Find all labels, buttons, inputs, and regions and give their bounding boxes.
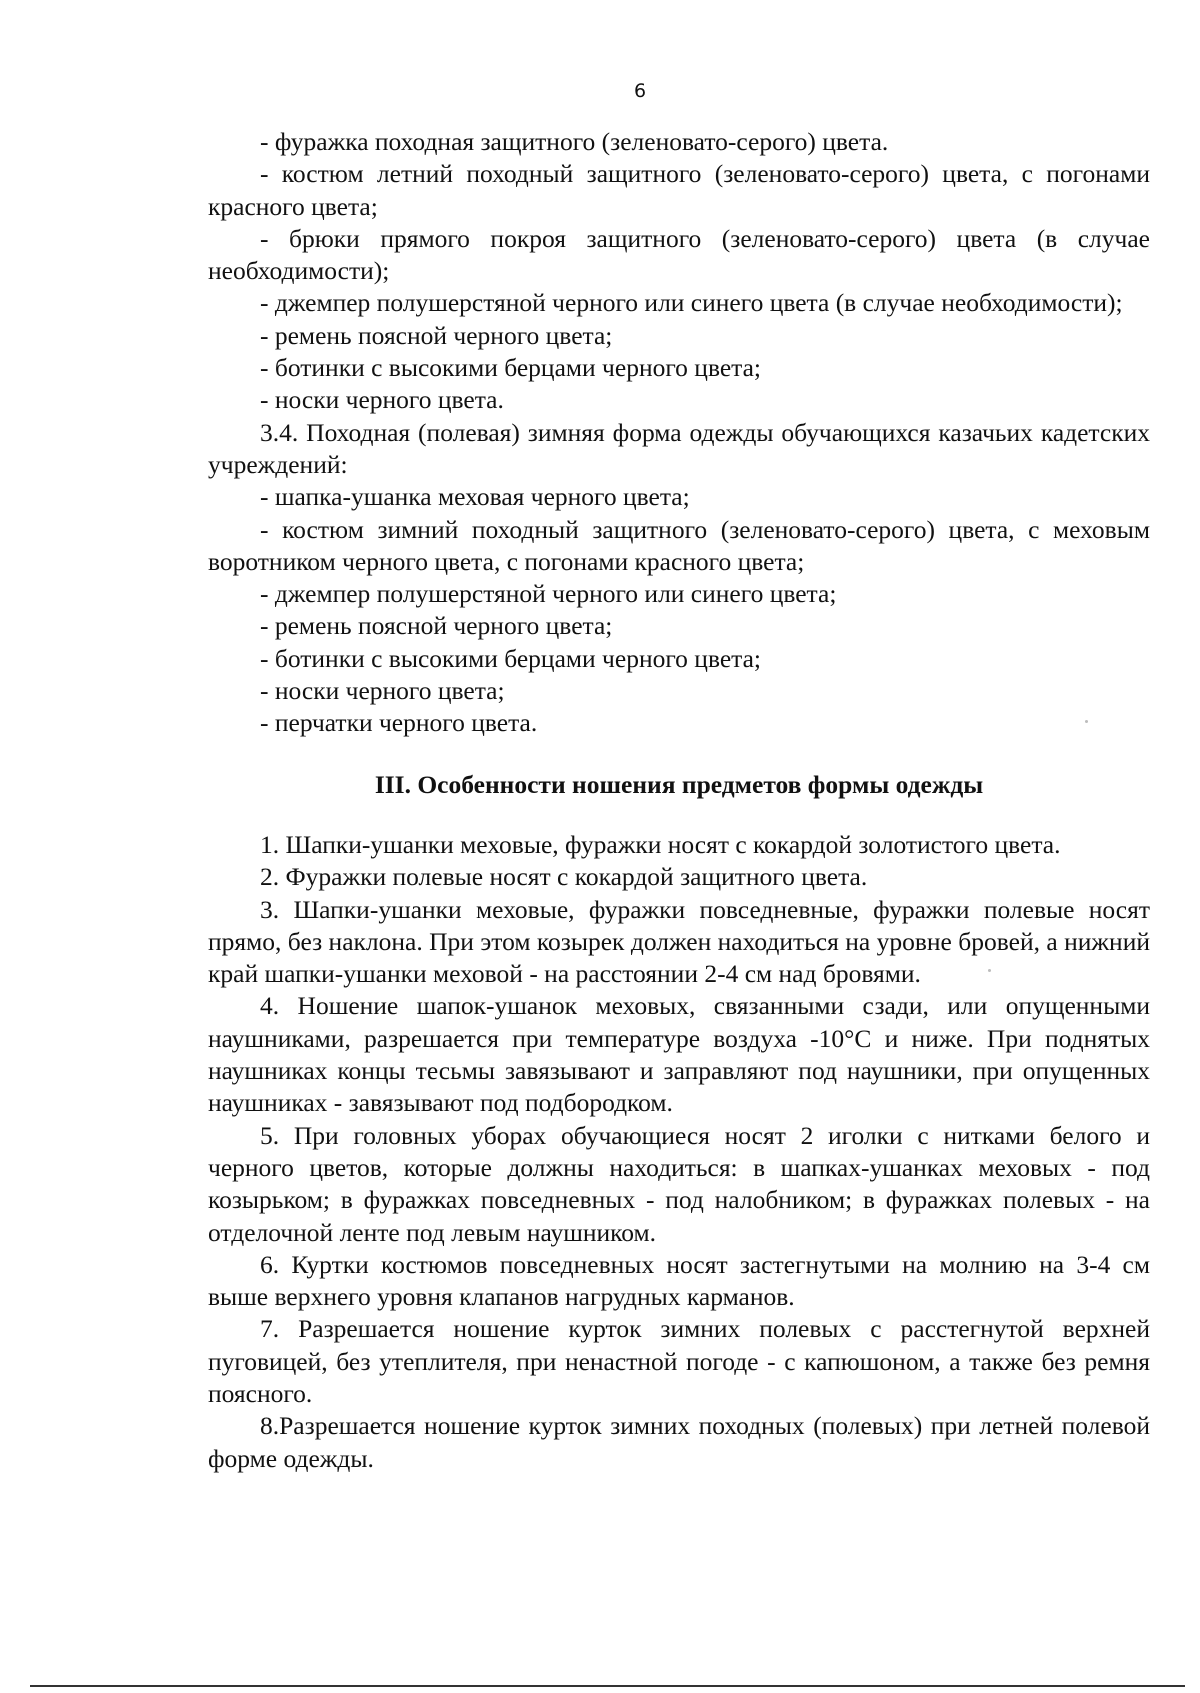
rule-paragraph-3: 3. Шапки-ушанки меховые, фуражки повседневные, фуражки полевые носят прямо, без наклона. При этом козырек должен находиться на уровне бровей, а нижний край шапки-ушанки меховой - на расстоянии 2-4 см над бровями. xyxy=(208,894,1150,989)
list-item-winter-jumper: - джемпер полушерстяной черного или синего цвета; xyxy=(260,579,837,609)
list-item-trousers: - брюки прямого покроя защитного (зеленовато-серого) цвета (в случае необходимости); xyxy=(208,223,1150,286)
scan-speck xyxy=(1085,720,1088,723)
list-item-cap-summer: - фуражка походная защитного (зеленовато-серого) цвета. xyxy=(260,127,889,156)
rule-paragraph-2: 2. Фуражки полевые носят с кокардой защитного цвета. xyxy=(260,862,868,892)
list-item-winter-socks: - носки черного цвета; xyxy=(260,676,505,706)
rule-paragraph-5: 5. При головных уборах обучающиеся носят 2 иголки с нитками белого и черного цветов, которые должны находиться: в шапках-ушанках меховых - под козырьком; в фуражках повседневных - под налобником; в фуражках полевых - на отделочной ленте под левым наушником. xyxy=(208,1120,1150,1247)
list-item-summer-suit: - костюм летний походный защитного (зеленовато-серого) цвета, с погонами красного цвета; xyxy=(208,159,1150,221)
rule-paragraph-8: 8.Разрешается ношение курток зимних походных (полевых) при летней полевой форме одежды. xyxy=(208,1411,1150,1473)
list-item-socks: - носки черного цвета. xyxy=(260,385,504,415)
page-number: 6 xyxy=(633,80,647,102)
list-item-fur-hat: - шапка-ушанка меховая черного цвета; xyxy=(260,482,690,512)
clause-3-4-intro: 3.4. Походная (полевая) зимняя форма одежды обучающихся казачьих кадетских учреждений: xyxy=(208,417,1150,479)
list-item-winter-boots: - ботинки с высокими берцами черного цвета; xyxy=(260,643,762,673)
bottom-rule xyxy=(30,1685,1185,1687)
document-body xyxy=(208,126,1150,1475)
rule-paragraph-6: 6. Куртки костюмов повседневных носят застегнутыми на молнию на 3-4 см выше верхнего уровня клапанов нагрудных карманов. xyxy=(208,1249,1150,1312)
scan-speck xyxy=(988,969,991,972)
section-heading: III. Особенности ношения предметов формы одежды xyxy=(374,769,984,799)
list-item-gloves: - перчатки черного цвета. xyxy=(260,708,538,738)
list-item-boots: - ботинки с высокими берцами черного цвета; xyxy=(260,353,762,383)
list-item-belt: - ремень поясной черного цвета; xyxy=(260,320,613,350)
list-item-winter-suit: - костюм зимний походный защитного (зеленовато-серого) цвета, с меховым воротником черного цвета, с погонами красного цвета; xyxy=(208,514,1150,576)
list-item-winter-belt: - ремень поясной черного цвета; xyxy=(260,611,613,641)
rule-paragraph-4: 4. Ношение шапок-ушанок меховых, связанными сзади, или опущенными наушниками, разрешается при температуре воздуха -10°С и ниже. При поднятых наушниках концы тесьмы завязывают и заправляют под наушники, при опущенных наушниках - завязывают под подбородком. xyxy=(208,991,1150,1118)
rule-paragraph-1: 1. Шапки-ушанки меховые, фуражки носят с кокардой золотистого цвета. xyxy=(260,829,1061,859)
list-item-jumper: - джемпер полушерстяной черного или синего цвета (в случае необходимости); xyxy=(260,288,1123,318)
rule-paragraph-7: 7. Разрешается ношение курток зимних полевых с расстегнутой верхней пуговицей, без утеплителя, при ненастной погоде - с капюшоном, а также без ремня поясного. xyxy=(208,1314,1150,1408)
